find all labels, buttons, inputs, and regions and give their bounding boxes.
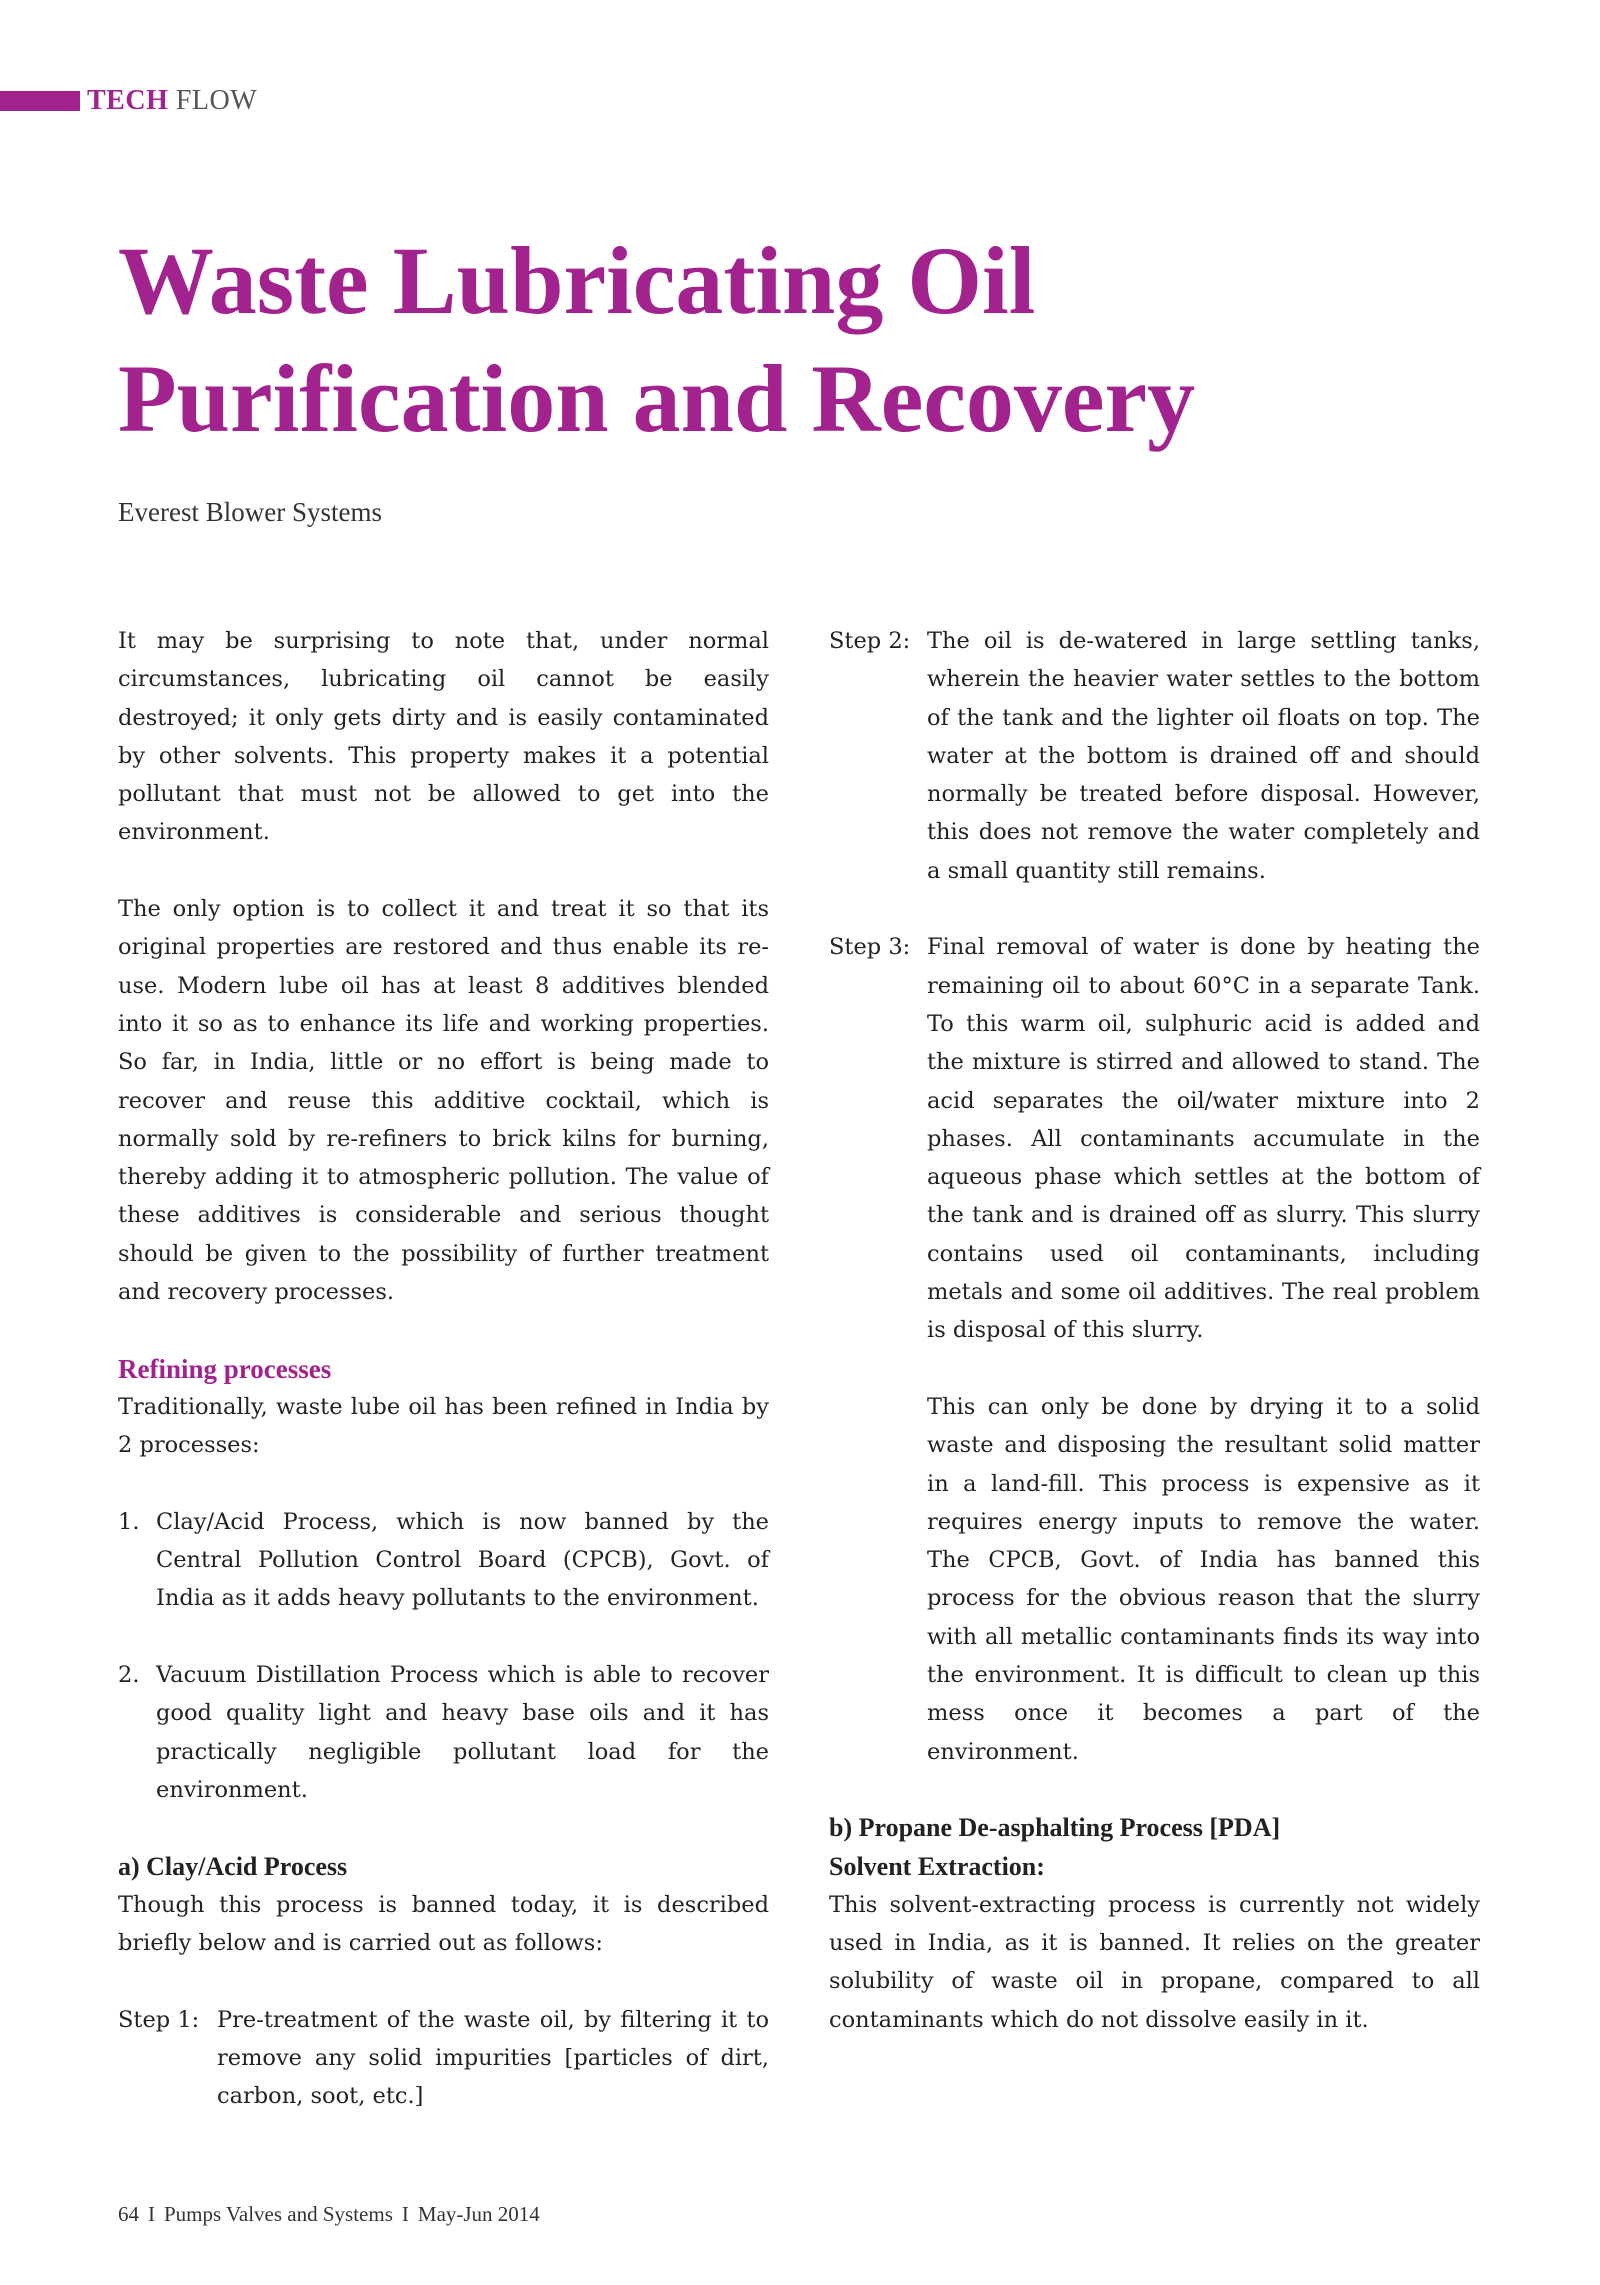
step-text: Final removal of water is done by heating the remaining oil to about 60°C in a separate Tank. To this warm oil, sulphuric acid is added and the mixture is stirred and allowed to stand. The acid separates the oil/water mixture into 2 phases. All contaminants accumulate in the aqueous phase which settles at the bottom of the tank and is drained off as slurry. This slurry contains used oil contaminants, including metals and some oil additives. The real problem is disposal of this slurry. [927, 934, 1480, 1344]
step-text: Pre-treatment of the waste oil, by filtering it to remove any solid impurities [particles of dirt, carbon, soot, etc.] [217, 2006, 769, 2110]
list-item [118, 1503, 769, 1618]
refining-heading: Refining processes [118, 1353, 332, 1384]
section-label-rest: FLOW [168, 85, 258, 116]
page-number: 64 [118, 2202, 139, 2226]
clay-acid-heading: a) Clay/Acid Process [118, 1851, 348, 1881]
step-label: Step 2: [829, 628, 911, 654]
clay-acid-intro: Though this process is banned today, it is described briefly below and is carried out as follows: [118, 1891, 769, 1957]
right-column [829, 622, 1480, 2077]
intro-paragraph-2: The only option is to collect it and treat it so that its original properties are restored and thus enable its re-use. Modern lube oil has at least 8 additives blended into it so as to enhance its life and working properties. So far, in India, little or no effort is being made to recover and reuse this additive cocktail, which is normally sold by re-refiners to brick kilns for burning, thereby adding it to atmospheric pollution. The value of these additives is considerable and serious thought should be given to the possibility of further treatment and recovery processes. [118, 896, 769, 1306]
footer-separator: I [148, 2202, 155, 2226]
section-label-strong: TECH [87, 85, 169, 116]
list-item-text: Clay/Acid Process, which is now banned by the Central Pollution Control Board (CPCB), Govt. of India as it adds heavy pollutants to the environment. [156, 1508, 769, 1612]
step-3-continuation: This can only be done by drying it to a solid waste and disposing the resultant solid matter in a land-fill. This process is expensive as it requires energy inputs to remove the water. The CPCB, Govt. of India has banned this process for the obvious reason that the slurry with all metallic contaminants finds its way into the environment. It is difficult to clean up this mess once it becomes a part of the environment. [927, 1393, 1480, 1765]
step-3 [829, 928, 1480, 1349]
step-text: The oil is de-watered in large settling tanks, wherein the heavier water settles to the bottom of the tank and the lighter oil floats on top. The water at the bottom is drained off and should normally be treated before disposal. However, this does not remove the water completely and a small quantity still remains. [927, 628, 1480, 884]
list-item-text: Vacuum Distillation Process which is able to recover good quality light and heavy base oils and it has practically negligible pollutant load for the environment. [156, 1662, 769, 1803]
issue-date: May-Jun 2014 [417, 2202, 540, 2226]
page-footer [118, 2202, 540, 2227]
pda-text: This solvent-extracting process is currently not widely used in India, as it is banned. It relies on the greater solubility of waste oil in propane, compared to all contaminants which do not dissolve easily in it. [829, 1891, 1480, 2033]
list-item [118, 1656, 769, 1809]
article-author: Everest Blower Systems [118, 497, 382, 527]
left-column [118, 622, 769, 2154]
refining-intro: Traditionally, waste lube oil has been refined in India by 2 processes: [118, 1393, 769, 1459]
section-label [87, 85, 257, 117]
step-1 [118, 2001, 769, 2116]
intro-paragraph-1: It may be surprising to note that, under normal circumstances, lubricating oil cannot be easily destroyed; it only gets dirty and is easily contaminated by other solvents. This property makes it a potential pollutant that must not be allowed to get into the environment. [118, 628, 769, 846]
article-title: Waste Lubricating Oil Purification and Recovery [118, 227, 1196, 452]
section-accent-bar [0, 91, 80, 111]
step-label: Step 3: [829, 934, 911, 961]
publication-name: Pumps Valves and Systems [164, 2202, 393, 2226]
list-item-number: 1. [118, 1508, 140, 1535]
list-item-number: 2. [118, 1662, 140, 1689]
pda-subheading: Solvent Extraction: [829, 1851, 1045, 1881]
section-tag [0, 86, 257, 116]
step-2 [829, 622, 1480, 890]
pda-heading: b) Propane De-asphalting Process [PDA] [829, 1813, 1281, 1843]
footer-separator: I [401, 2202, 409, 2226]
step-label: Step 1: [118, 2006, 200, 2033]
